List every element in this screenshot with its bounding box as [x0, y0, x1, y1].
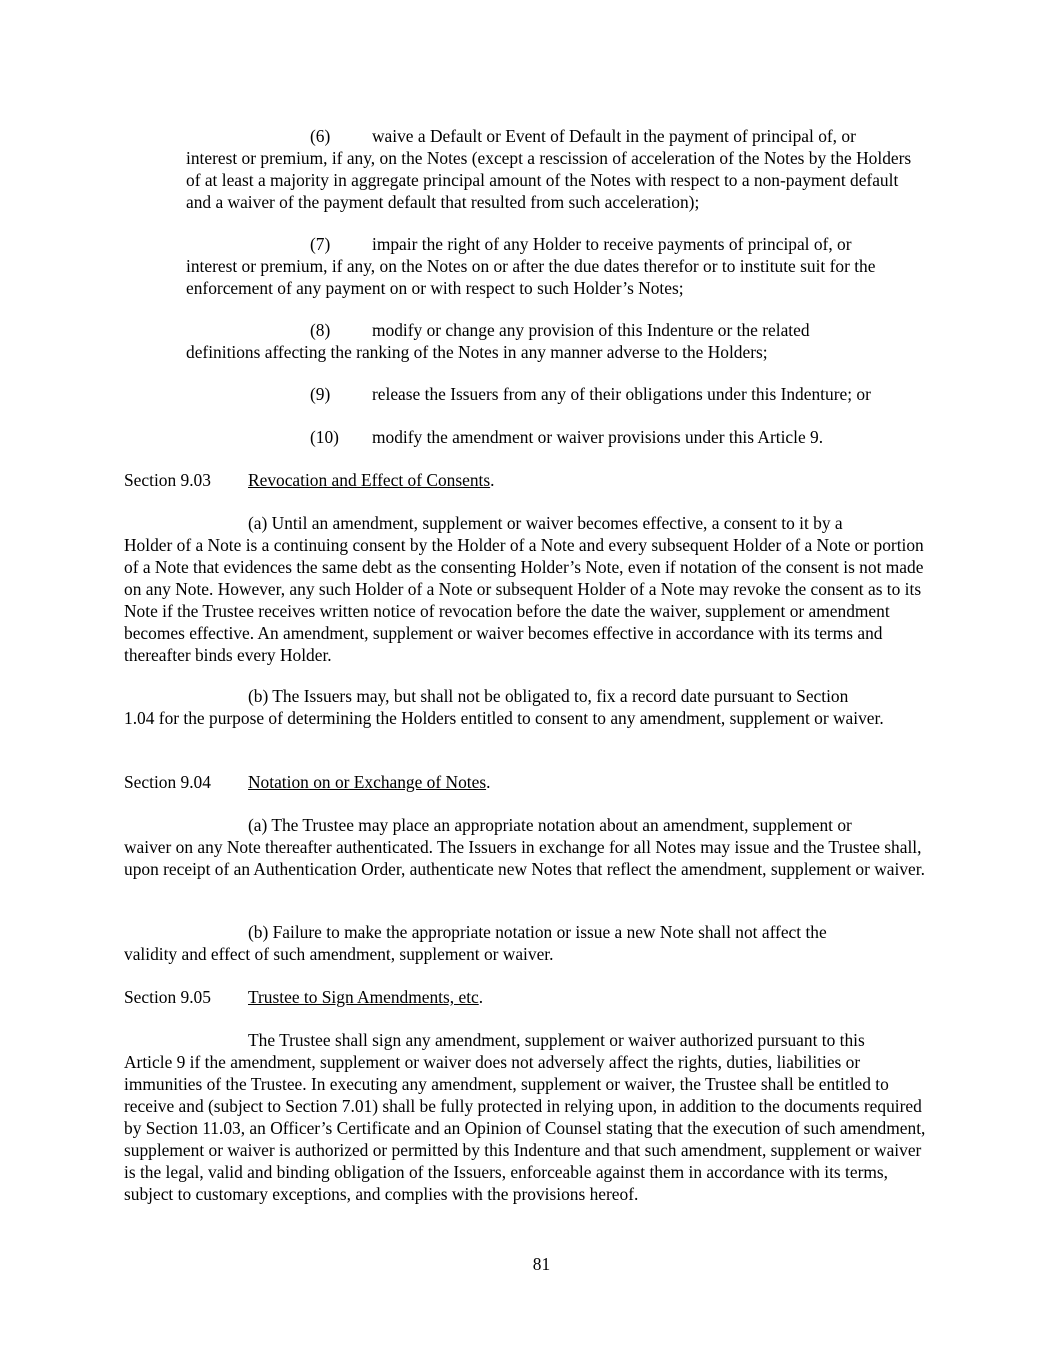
- paragraph-text: Holder of a Note is a continuing consent by the Holder of a Note and every subsequent Holder of a Note or portion of a Note that evidences the same debt as the consenting Holder’s Note, even if notation of the consent is not made on any Note. However, any such Holder of a Note or subsequent Holder of a Note may revoke the consent as to its Note if the Trustee receives written notice of revocation before the date the waiver, supplement or amendment becomes effective. An amendment, supplement or waiver becomes effective in accordance with its terms and thereafter binds every Holder.: [124, 535, 924, 665]
- paragraph-lead: (b) Failure to make the appropriate notation or issue a new Note shall not affect the: [248, 922, 827, 942]
- paragraph-9-03-b: [124, 685, 928, 729]
- list-item-9: [310, 383, 930, 405]
- section-title: Trustee to Sign Amendments, etc: [248, 987, 479, 1007]
- list-item-text: interest or premium, if any, on the Notes on or after the due dates therefor or to institute suit for the enforcement of any payment on or with respect to such Holder’s Notes;: [186, 256, 876, 298]
- list-item-lead: waive a Default or Event of Default in the payment of principal of, or: [372, 126, 856, 146]
- paragraph-lead: (a) The Trustee may place an appropriate notation about an amendment, supplement or: [248, 815, 852, 835]
- section-heading-9-05: Section 9.05 Trustee to Sign Amendments, etc.: [124, 987, 484, 1007]
- paragraph-text: validity and effect of such amendment, supplement or waiver.: [124, 944, 554, 964]
- list-item-number: (6): [310, 126, 331, 146]
- section-heading-9-04: Section 9.04 Notation on or Exchange of Notes.: [124, 772, 491, 792]
- page-number: 81: [532, 1254, 551, 1274]
- list-item-text: release the Issuers from any of their obligations under this Indenture; or: [372, 384, 871, 404]
- section-number: Section 9.03: [124, 470, 211, 490]
- list-item-lead: impair the right of any Holder to receive payments of principal of, or: [372, 234, 852, 254]
- list-item-text: definitions affecting the ranking of the Notes in any manner adverse to the Holders;: [186, 342, 768, 362]
- list-item-number: (7): [310, 234, 331, 254]
- paragraph-text: Article 9 if the amendment, supplement or waiver does not adversely affect the rights, duties, liabilities or immunities of the Trustee. In executing any amendment, supplement or waiver, the Trustee shall be entitled to receive and (subject to Section 7.01) shall be fully protected in relying upon, in addition to the documents required by Section 11.03, an Officer’s Certificate and an Opinion of Counsel stating that the execution of such amendment, supplement or waiver is authorized or permitted by this Indenture and that such amendment, supplement or waiver is the legal, valid and binding obligation of the Issuers, enforceable against them in accordance with its terms, subject to customary exceptions, and complies with the provisions hereof.: [124, 1052, 926, 1204]
- paragraph-9-04-a: [124, 814, 928, 880]
- section-number: Section 9.05: [124, 987, 211, 1007]
- section-title: Revocation and Effect of Consents: [248, 470, 491, 490]
- list-item-number: (9): [310, 384, 331, 404]
- paragraph-text: waiver on any Note thereafter authenticated. The Issuers in exchange for all Notes may issue and the Trustee shall, upon receipt of an Authentication Order, authenticate new Notes that reflect the amendment, supplement or waiver.: [124, 837, 925, 879]
- list-item-text: interest or premium, if any, on the Notes (except a rescission of acceleration of the Notes by the Holders of at least a majority in aggregate principal amount of the Notes with respect to a non-payment default and a waiver of the payment default that resulted from such acceleration);: [186, 148, 912, 212]
- section-heading-9-03: Section 9.03 Revocation and Effect of Consents.: [124, 470, 495, 490]
- list-item-10: [310, 426, 930, 448]
- list-item-7: [186, 233, 926, 299]
- list-item-number: (10): [310, 427, 339, 447]
- section-title: Notation on or Exchange of Notes: [248, 772, 487, 792]
- paragraph-9-04-b: [124, 921, 928, 965]
- paragraph-lead: (b) The Issuers may, but shall not be obligated to, fix a record date pursuant to Section: [248, 686, 849, 706]
- paragraph-lead: (a) Until an amendment, supplement or waiver becomes effective, a consent to it by a: [248, 513, 843, 533]
- list-item-6: [186, 125, 926, 213]
- list-item-number: (8): [310, 320, 331, 340]
- list-item-text: modify the amendment or waiver provisions under this Article 9.: [372, 427, 824, 447]
- section-number: Section 9.04: [124, 772, 211, 792]
- paragraph-9-03-a: [124, 512, 928, 666]
- list-item-8: [186, 319, 926, 363]
- list-item-lead: modify or change any provision of this Indenture or the related: [372, 320, 810, 340]
- paragraph-text: 1.04 for the purpose of determining the Holders entitled to consent to any amendment, supplement or waiver.: [124, 708, 884, 728]
- paragraph-9-05: [124, 1029, 928, 1205]
- paragraph-lead: The Trustee shall sign any amendment, supplement or waiver authorized pursuant to this: [248, 1030, 865, 1050]
